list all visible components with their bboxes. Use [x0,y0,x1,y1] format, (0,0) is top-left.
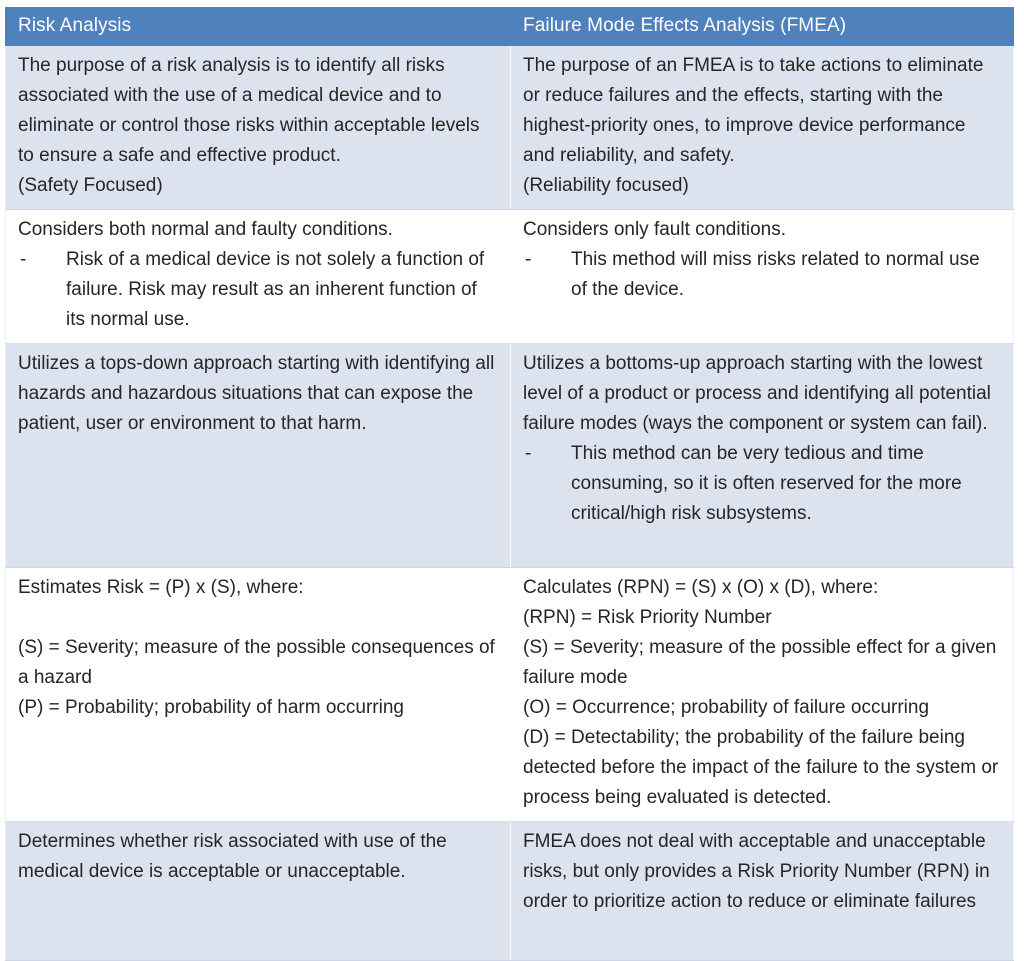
cell-bullet-list [523,439,999,529]
column-header-fmea: Failure Mode Effects Analysis (FMEA) [511,8,1014,46]
table-row [6,822,1014,961]
list-item-label: This method will miss risks related to normal use of the device. [571,249,980,300]
table-cell-fmea [511,568,1014,822]
cell-paragraph: (O) = Occurrence; probability of failure occurring [523,697,930,718]
cell-paragraph: Utilizes a tops-down approach starting with identifying all hazards and hazardous situations that can expose the patient, user or environment to that harm. [18,353,495,434]
table-header-row [6,8,1014,46]
table-header [6,8,1014,46]
cell-paragraph: (P) = Probability; probability of harm occurring [18,697,404,718]
list-item-label: This method can be very tedious and time consuming, so it is often reserved for the more critical/high risk subsystems. [571,443,962,524]
cell-blank-line [18,603,496,633]
cell-bullet-list [18,245,496,335]
list-item [523,439,999,529]
cell-paragraph: (D) = Detectability; the probability of the failure being detected before the impact of the failure to the system or process being evaluated is detected. [523,727,999,808]
cell-paragraph: (Safety Focused) [18,175,163,196]
list-item [523,245,999,305]
cell-paragraph: Considers both normal and faulty conditions. [18,219,393,240]
cell-paragraph: (Reliability focused) [523,175,689,196]
table-row [6,568,1014,822]
list-item-label: Risk of a medical device is not solely a function of failure. Risk may result as an inherent function of its normal use. [66,249,485,330]
cell-paragraph: Considers only fault conditions. [523,219,786,240]
table-cell-risk-analysis [6,822,511,961]
cell-bullet-list [523,245,999,305]
cell-paragraph: Estimates Risk = (P) x (S), where: [18,577,304,598]
table-cell-fmea [511,344,1014,568]
cell-paragraph: The purpose of an FMEA is to take actions to eliminate or reduce failures and the effects, starting with the highest-priority ones, to improve device performance and reliability, and safety. [523,55,984,166]
table-cell-risk-analysis [6,344,511,568]
dash-bullet-icon: - [20,249,27,270]
cell-paragraph: (RPN) = Risk Priority Number [523,607,772,628]
risk-analysis-vs-fmea-table [5,7,1014,961]
comparison-table-container [5,7,1013,961]
cell-paragraph: The purpose of a risk analysis is to identify all risks associated with the use of a medical device and to eliminate or control those risks within acceptable levels to ensure a safe and effective product. [18,55,480,166]
table-row [6,210,1014,344]
table-row [6,344,1014,568]
table-cell-fmea [511,46,1014,210]
table-cell-fmea [511,822,1014,961]
cell-paragraph: Determines whether risk associated with use of the medical device is acceptable or unacceptable. [18,831,447,882]
table-cell-risk-analysis [6,210,511,344]
cell-paragraph: (S) = Severity; measure of the possible consequences of a hazard [18,637,495,688]
cell-paragraph: FMEA does not deal with acceptable and unacceptable risks, but only provides a Risk Priority Number (RPN) in order to prioritize action to reduce or eliminate failures [523,831,990,912]
column-header-risk-analysis: Risk Analysis [6,8,511,46]
list-item [18,245,496,335]
cell-paragraph: Utilizes a bottoms-up approach starting with the lowest level of a product or process and identifying all potential failure modes (ways the component or system can fail). [523,353,991,434]
table-body [6,46,1014,961]
table-cell-fmea [511,210,1014,344]
table-row [6,46,1014,210]
dash-bullet-icon: - [525,249,532,270]
cell-paragraph: (S) = Severity; measure of the possible effect for a given failure mode [523,637,997,688]
table-cell-risk-analysis [6,568,511,822]
cell-paragraph: Calculates (RPN) = (S) x (O) x (D), where: [523,577,879,598]
table-cell-risk-analysis [6,46,511,210]
dash-bullet-icon: - [525,443,532,464]
